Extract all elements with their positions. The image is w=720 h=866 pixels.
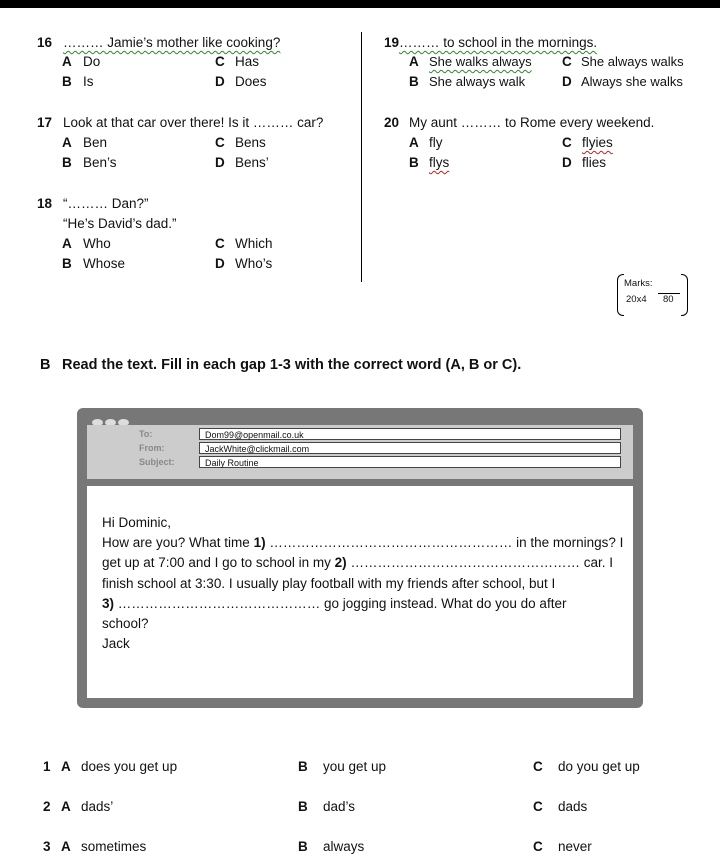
option-text: always (323, 839, 365, 854)
email-line-3: finish school at 3:30. I usually play football with my friends after school, but I (102, 576, 556, 591)
marks-calc: 20x4 (626, 294, 647, 305)
option-text: dads’ (81, 799, 114, 814)
option-letter: C (533, 799, 543, 814)
email-header (87, 425, 633, 479)
option-letter: B (62, 155, 72, 170)
section-letter: B (40, 357, 51, 373)
option-text: never (558, 839, 592, 854)
from-field: JackWhite@clickmail.com (199, 442, 621, 454)
subject-field: Daily Routine (199, 456, 621, 468)
option-text: Who’s (235, 256, 273, 271)
question-stem-line-2: “He’s David’s dad.” (63, 216, 177, 231)
option-text: flys (429, 155, 450, 170)
option-letter: C (533, 759, 543, 774)
from-label: From: (139, 443, 165, 453)
marks-bracket-left (617, 274, 624, 316)
gap-3: 3) (102, 596, 115, 611)
option-letter: C (562, 54, 572, 69)
option-text: does you get up (81, 759, 178, 774)
question-number: 20 (384, 115, 400, 130)
option-letter: C (562, 135, 572, 150)
to-label: To: (139, 429, 153, 439)
option-text: flies (582, 155, 607, 170)
option-text: Always she walks (581, 74, 683, 89)
option-letter: A (409, 54, 419, 69)
option-letter: D (562, 155, 572, 170)
option-text: dad’s (323, 799, 356, 814)
email-line-4: 3) ……………………………………… go jogging instead. What do you do after (102, 596, 567, 611)
option-letter: B (409, 155, 419, 170)
option-letter: A (61, 839, 71, 854)
option-letter: C (533, 839, 543, 854)
option-text: Does (235, 74, 267, 89)
option-letter: D (215, 256, 225, 271)
email-window (77, 408, 643, 708)
option-text: fly (429, 135, 443, 150)
option-text: Ben’s (83, 155, 117, 170)
option-text: She always walks (581, 54, 684, 69)
option-letter: A (62, 236, 72, 251)
subject-row (87, 456, 633, 469)
email-body (87, 486, 633, 698)
option-letter: B (298, 759, 308, 774)
marks-bracket-right (681, 274, 688, 316)
option-text: Who (83, 236, 111, 251)
section-instruction: Read the text. Fill in each gap 1-3 with the correct word (A, B or C). (62, 357, 522, 373)
question-number: 17 (37, 115, 53, 130)
option-text: Which (235, 236, 273, 251)
gap-1: 1) (253, 535, 266, 550)
question-stem: My aunt ……… to Rome every weekend. (409, 115, 655, 130)
option-letter: D (562, 74, 572, 89)
option-text: Bens’ (235, 155, 269, 170)
question-stem: Look at that car over there! Is it ……… car? (63, 115, 324, 130)
email-line-5: school? (102, 616, 149, 631)
option-letter: C (215, 135, 225, 150)
option-letter: A (62, 54, 72, 69)
option-text: Bens (235, 135, 266, 150)
question-stem: ……… Jamie’s mother like cooking? (63, 35, 281, 50)
marks-total: 80 (663, 294, 674, 305)
marks-label: Marks: (624, 278, 653, 289)
option-letter: D (215, 74, 225, 89)
option-letter: C (215, 236, 225, 251)
option-text: do you get up (558, 759, 640, 774)
question-number: 19 (384, 35, 400, 50)
answer-number: 3 (43, 839, 51, 854)
gap-2: 2) (334, 555, 347, 570)
option-text: Whose (83, 256, 126, 271)
to-field: Dom99@openmail.co.uk (199, 428, 621, 440)
column-divider (361, 32, 362, 282)
email-line-2: get up at 7:00 and I go to school in my 2) …………………………………………… car. I (102, 555, 613, 570)
option-text: Has (235, 54, 260, 69)
option-text: Ben (83, 135, 108, 150)
option-letter: D (215, 155, 225, 170)
option-letter: A (62, 135, 72, 150)
email-signature: Jack (102, 636, 130, 651)
answer-number: 1 (43, 759, 51, 774)
question-stem: ……… to school in the mornings. (399, 35, 598, 50)
subject-label: Subject: (139, 457, 175, 467)
option-text: dads (558, 799, 588, 814)
option-letter: C (215, 54, 225, 69)
option-letter: B (62, 256, 72, 271)
option-text: sometimes (81, 839, 147, 854)
question-number: 18 (37, 196, 53, 211)
option-letter: B (62, 74, 72, 89)
to-row (87, 428, 633, 441)
option-text: Is (83, 74, 94, 89)
option-letter: B (298, 839, 308, 854)
email-greeting: Hi Dominic, (102, 515, 172, 530)
option-text: Do (83, 54, 101, 69)
option-text: flyies (582, 135, 613, 150)
option-letter: B (409, 74, 419, 89)
marks-box (617, 274, 688, 316)
email-line-1: How are you? What time 1) ……………………………………………… in the mornings? I (102, 535, 624, 550)
option-text: She always walk (429, 74, 526, 89)
option-letter: B (298, 799, 308, 814)
question-number: 16 (37, 35, 53, 50)
option-letter: A (409, 135, 419, 150)
from-row (87, 442, 633, 455)
worksheet-page (0, 8, 720, 866)
option-letter: A (61, 759, 71, 774)
question-stem: “……… Dan?” (63, 196, 149, 211)
option-text: She walks always (429, 54, 532, 69)
option-text: you get up (323, 759, 387, 774)
option-letter: A (61, 799, 71, 814)
answer-number: 2 (43, 799, 51, 814)
